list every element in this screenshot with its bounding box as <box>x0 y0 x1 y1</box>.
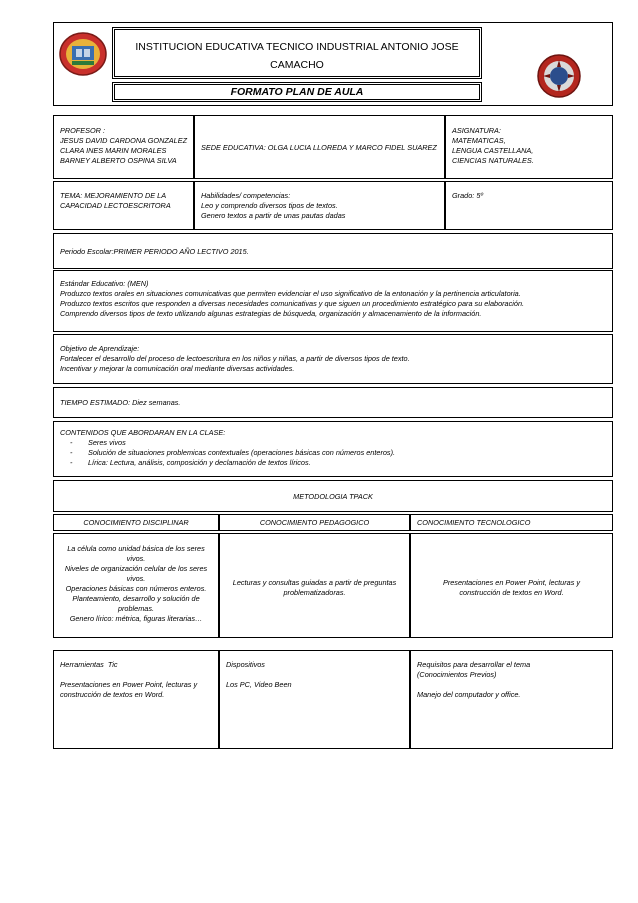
estandar-line-2: Produzco textos escritos que responden a diversas necesidades comunicativas y que siguen un procedimiento estratégico para su elaboración. <box>60 299 525 308</box>
spacer <box>226 670 403 680</box>
objetivo-cell <box>53 334 613 384</box>
contenidos-list <box>60 438 606 468</box>
tecnologico-line-1: Presentaciones en Power Point, lecturas y <box>442 578 581 587</box>
dispositivos-cell <box>219 650 410 749</box>
estandar-cell <box>53 270 613 332</box>
grado-text: Grado: 5º <box>452 191 484 200</box>
pedagogico-line-2: problematizadoras. <box>283 588 346 597</box>
contenidos-item-2: - Solución de situaciones problemicas contextuales (operaciones básicas con números enteros). <box>60 448 606 458</box>
asignatura-2: LENGUA CASTELLANA, <box>452 146 534 155</box>
pedagogico-cell <box>219 533 410 638</box>
disciplinar-line-5: Operaciones básicas con números enteros. <box>65 584 207 593</box>
asignatura-3: CIENCIAS NATURALES. <box>452 156 534 165</box>
tema-cell <box>53 181 194 230</box>
requisitos-title-2: (Conocimientos Previos) <box>417 670 497 679</box>
contenidos-cell <box>53 421 613 477</box>
asignatura-label: ASIGNATURA: <box>452 126 501 135</box>
herramientas-line-2: construcción de textos en Word. <box>60 690 165 699</box>
requisitos-cell <box>410 650 613 749</box>
grado-cell <box>445 181 613 230</box>
disciplinar-line-1: La célula como unidad básica de los seres <box>67 544 205 553</box>
disciplinar-line-7: problemas. <box>117 604 155 613</box>
habilidades-cell <box>194 181 445 230</box>
tecnologico-cell <box>410 533 613 638</box>
objetivo-title: Objetivo de Aprendizaje: <box>60 344 140 353</box>
institution-name: INSTITUCION EDUCATIVA TECNICO INDUSTRIAL ANTONIO JOSE CAMACHO <box>135 41 459 71</box>
asignatura-cell <box>445 115 613 179</box>
objetivo-line-2: Incentivar y mejorar la comunicación oral mediante diversas actividades. <box>60 364 295 373</box>
objetivo-line-1: Fortalecer el desarrollo del proceso de lectoescritura en los niños y niñas, a partir de diversos tipos de texto. <box>60 354 410 363</box>
sede-cell <box>194 115 445 179</box>
profesor-label: PROFESOR : <box>60 126 106 135</box>
profesor-name-1: JESUS DAVID CARDONA GONZALEZ <box>60 136 188 145</box>
profesor-name-2: CLARA INES MARIN MORALES <box>60 146 167 155</box>
header-tecnologico: CONOCIMIENTO TECNOLOGICO <box>410 514 613 531</box>
disciplinar-line-6: Planteamiento, desarrollo y solución de <box>72 594 200 603</box>
school-logo-right <box>530 52 588 100</box>
spacer <box>60 670 212 680</box>
contenidos-item-3: - Lírica: Lectura, análisis, composición y declamación de textos líricos. <box>60 458 606 468</box>
tema-line-1: TEMA: MEJORAMIENTO DE LA <box>60 191 167 200</box>
spacer <box>417 680 606 690</box>
disciplinar-line-8: Genero lírico: métrica, figuras literarias… <box>69 614 203 623</box>
header-pedagogico: CONOCIMIENTO PEDAGOGICO <box>219 514 410 531</box>
contenidos-title: CONTENIDOS QUE ABORDARAN EN LA CLASE: <box>60 428 226 437</box>
contenidos-item-1: - Seres vivos <box>60 438 606 448</box>
estandar-title: Estándar Educativo: (MEN) <box>60 279 149 288</box>
format-title: FORMATO PLAN DE AULA <box>230 86 364 98</box>
herramientas-cell <box>53 650 219 749</box>
metodologia-title: METODOLOGIA TPACK <box>293 492 373 501</box>
habilidades-line-1: Leo y comprendo diversos tipos de textos. <box>201 201 338 210</box>
institution-title-box <box>112 27 482 79</box>
tiempo-text: TIEMPO ESTIMADO: Diez semanas. <box>60 398 181 407</box>
requisitos-title-1: Requisitos para desarrollar el tema <box>417 660 531 669</box>
tiempo-cell <box>53 387 613 418</box>
requisitos-text: Manejo del computador y office. <box>417 690 521 699</box>
dispositivos-title: Dispositivos <box>226 660 265 669</box>
asignatura-1: MATEMATICAS, <box>452 136 506 145</box>
habilidades-line-2: Genero textos a partir de unas pautas dadas <box>201 211 346 220</box>
disciplinar-line-2: vivos. <box>126 554 146 563</box>
periodo-text: Periodo Escolar:PRIMER PERIODO AÑO LECTIVO 2015. <box>60 247 249 256</box>
pedagogico-line-1: Lecturas y consultas guiadas a partir de preguntas <box>232 578 397 587</box>
disciplinar-line-4: vivos. <box>126 574 146 583</box>
profesor-name-3: BARNEY ALBERTO OSPINA SILVA <box>60 156 177 165</box>
school-logo-left <box>58 30 108 78</box>
herramientas-title: Herramientas Tic <box>60 660 118 669</box>
format-title-box <box>112 82 482 102</box>
disciplinar-line-3: Niveles de organización celular de los seres <box>64 564 208 573</box>
disciplinar-cell <box>53 533 219 638</box>
header-disciplinar: CONOCIMIENTO DISCIPLINAR <box>53 514 219 531</box>
tema-line-2: CAPACIDAD LECTOESCRITORA <box>60 201 171 210</box>
dispositivos-text: Los PC, Video Been <box>226 680 292 689</box>
periodo-cell <box>53 233 613 269</box>
tecnologico-line-2: construcción de textos en Word. <box>459 588 564 597</box>
sede-text: SEDE EDUCATIVA: OLGA LUCIA LLOREDA Y MARCO FIDEL SUAREZ <box>201 143 437 152</box>
metodologia-title-cell <box>53 480 613 512</box>
habilidades-title: Habilidades/ competencias: <box>201 191 291 200</box>
estandar-line-3: Comprendo diversos tipos de texto utilizando algunas estrategias de búsqueda, organización y almacenamiento de la información. <box>60 309 482 318</box>
estandar-line-1: Produzco textos orales en situaciones comunicativas que permiten evidenciar el uso significativo de la entonación y la pertinencia articulatoria. <box>60 289 521 298</box>
herramientas-line-1: Presentaciones en Power Point, lecturas y <box>60 680 198 689</box>
profesor-cell <box>53 115 194 179</box>
